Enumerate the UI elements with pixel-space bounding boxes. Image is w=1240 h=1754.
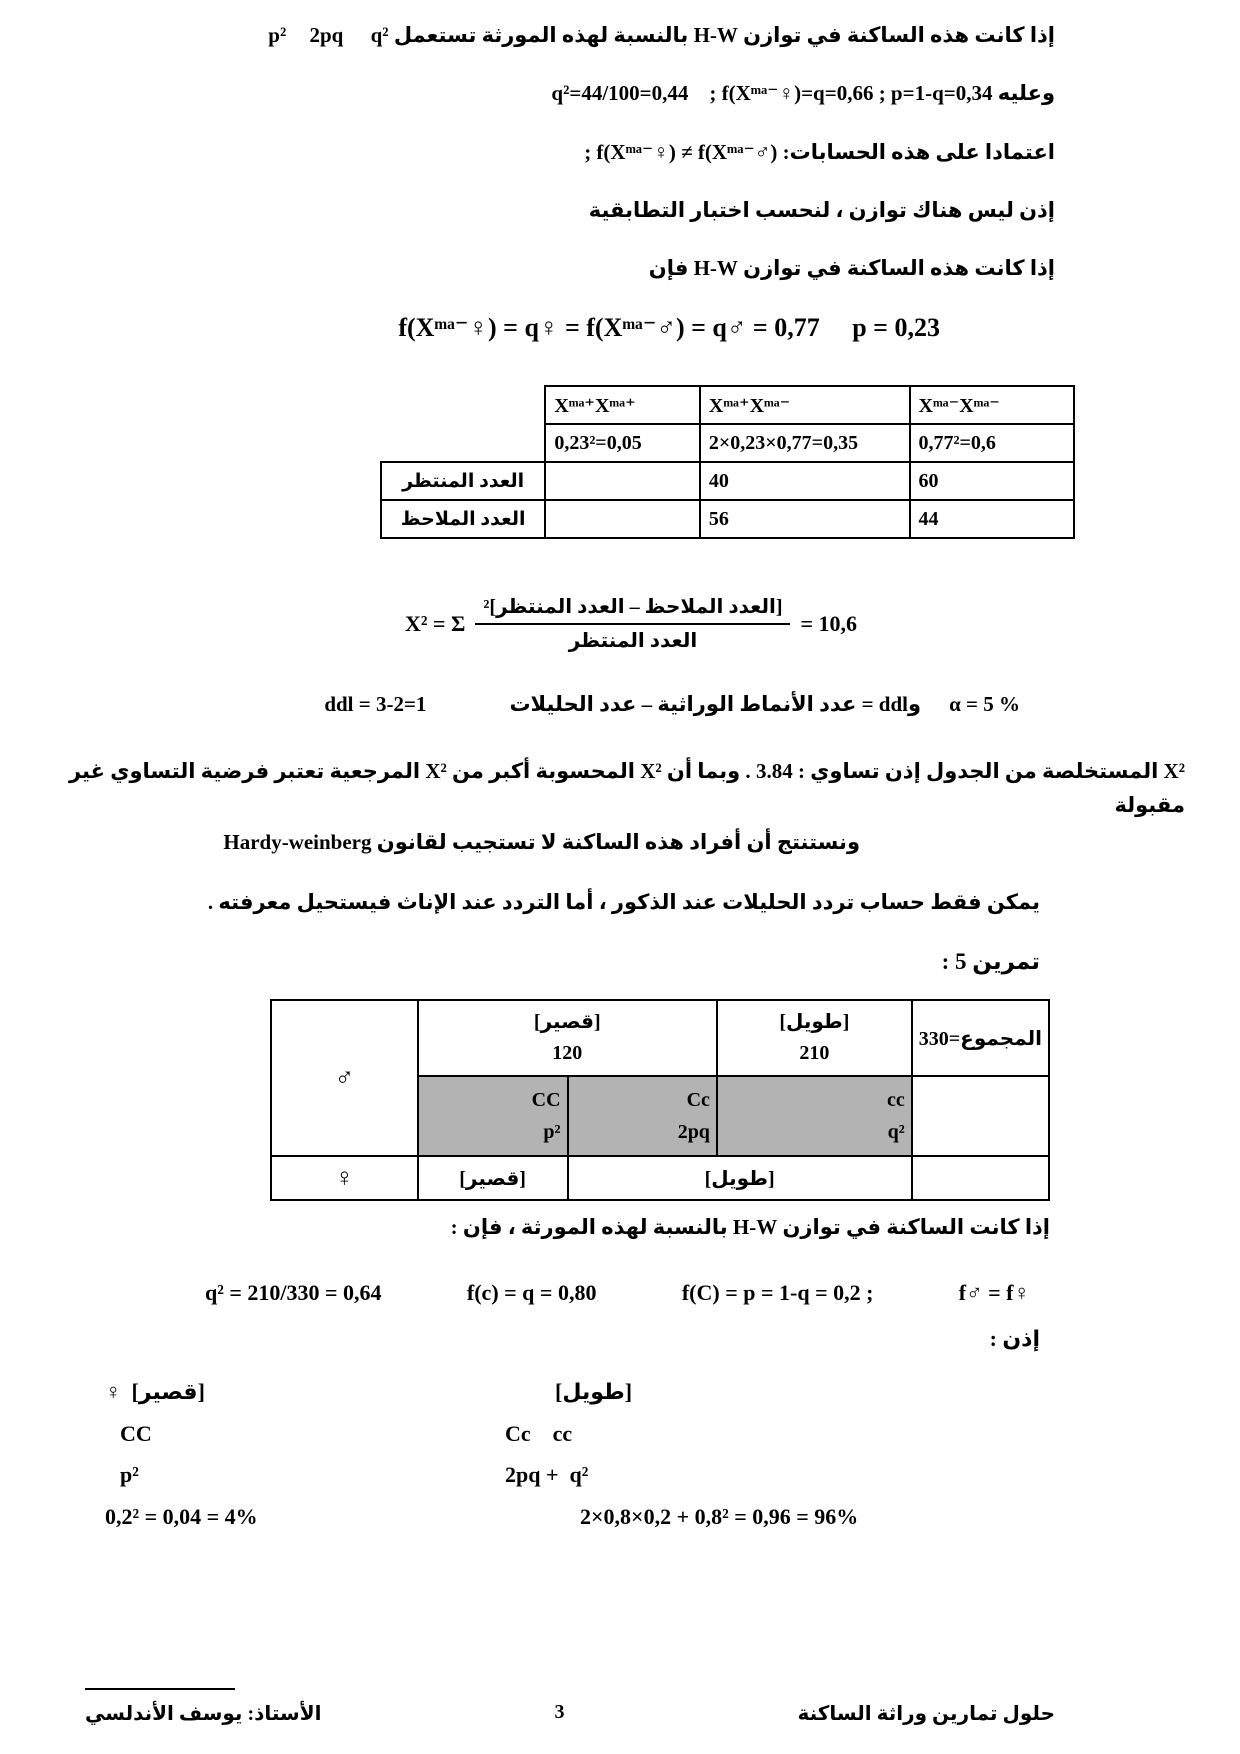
genotype-frequency-columns xyxy=(0,1378,1240,1544)
math-q2: q² xyxy=(370,23,389,47)
phenotype-label: [طويل] xyxy=(555,1379,633,1405)
footer-document-title: حلول تمارين وراثة الساكنة xyxy=(797,1703,1055,1725)
total-cell: المجموع=330 xyxy=(912,1000,1049,1076)
allele-frequency-note xyxy=(0,890,1240,915)
arabic-text: بالنسبة لهذه المورثة ، فإن : xyxy=(450,1215,728,1240)
frequency-expression: 2pq + q² xyxy=(505,1462,589,1488)
genotype-frequency: p² xyxy=(543,1121,561,1144)
female-icon: ♀ xyxy=(105,1379,122,1405)
arabic-text: إذا كانت هذه الساكنة في توازن xyxy=(743,256,1055,280)
phenotype-label: [قصير] xyxy=(533,1011,601,1034)
phenotype-label: [طويل] xyxy=(779,1011,850,1034)
footer-author: الأستاذ: يوسف الأندلسي xyxy=(85,1703,322,1725)
long-phenotype-column xyxy=(505,1378,858,1544)
value-cell: 44 xyxy=(910,500,1074,538)
page-footer xyxy=(85,1701,1055,1726)
fraction-denominator: العدد المنتظر xyxy=(568,630,698,653)
value-cell xyxy=(545,462,700,500)
arabic-text: اعتمادا على هذه الحسابات: xyxy=(782,139,1055,164)
degrees-of-freedom-line xyxy=(0,692,1240,717)
arabic-text: إذا كانت الساكنة في توازن xyxy=(782,1215,1050,1240)
long-phenotype-label: [طويل] xyxy=(568,1156,912,1200)
row-label: العدد المنتظر xyxy=(381,462,545,500)
short-phenotype-cell xyxy=(418,1000,717,1076)
inequality-formula: ; f(Xᵐᵃ⁻♀) ≠ f(Xᵐᵃ⁻♂) xyxy=(584,139,778,164)
genotype-list: Cc cc xyxy=(505,1420,573,1446)
math-p2: p² xyxy=(268,23,287,47)
row-label: العدد الملاحظ xyxy=(381,500,545,538)
chi-square-test-table xyxy=(380,385,1075,539)
chi-square-formula xyxy=(405,594,857,654)
exercise5-title xyxy=(0,949,1240,975)
arabic-text: وعليه xyxy=(997,81,1055,106)
arabic-text: بالنسبة لهذه المورثة تستعمل xyxy=(393,23,689,47)
footer-separator xyxy=(85,1688,235,1690)
empty-cell xyxy=(912,1076,1049,1156)
genotype-cell-cc xyxy=(717,1076,912,1156)
genotype-header: Xᵐᵃ⁻Xᵐᵃ⁻ xyxy=(910,386,1074,424)
intro-line-4 xyxy=(0,197,1055,223)
formula-result: = 10,6 xyxy=(800,611,858,637)
intro-line-3 xyxy=(0,139,1055,165)
conclusion-line-1 xyxy=(55,755,1185,822)
genotype-cell-CC xyxy=(418,1076,568,1156)
genotype-frequency: 2pq xyxy=(677,1121,710,1144)
female-symbol-cell: ♀ xyxy=(271,1156,418,1200)
frequency-cell: 2×0,23×0,77=0,35 xyxy=(700,424,910,462)
empty-cell xyxy=(381,424,545,462)
math-2pq: 2pq xyxy=(309,23,344,47)
frequency-calculations-row xyxy=(0,1280,1240,1306)
hw-equilibrium-label: H-W xyxy=(693,256,738,280)
male-female-equality: f♂ = f♀ xyxy=(958,1280,1030,1306)
frequency-calculation: 0,2² = 0,04 = 4% xyxy=(105,1503,258,1529)
formula-lhs: X² = Σ xyxy=(405,611,466,637)
expected-count-row xyxy=(381,462,1074,500)
frequency-equality-formula: f(Xᵐᵃ⁻♀) = q♀ = f(Xᵐᵃ⁻♂) = q♂ = 0,77 p = 0,23 xyxy=(398,313,940,343)
frequency-calculation: 2×0,8×0,2 + 0,8² = 0,96 = 96% xyxy=(580,1503,859,1529)
value-cell: 56 xyxy=(700,500,910,538)
dominant-frequency: f(C) = p = 1-q = 0,2 ; xyxy=(681,1280,874,1306)
ddl-calculation: ddl = 3-2=1 xyxy=(324,692,427,717)
intro-line-2 xyxy=(0,80,1055,106)
phenotype-count: 210 xyxy=(799,1042,830,1065)
recessive-frequency: f(c) = q = 0,80 xyxy=(466,1280,597,1306)
column-header xyxy=(105,1378,405,1407)
genotype-label: Cc xyxy=(686,1089,710,1112)
phenotype-label: [قصير] xyxy=(131,1379,205,1405)
value-cell: 40 xyxy=(700,462,910,500)
arabic-text: X² المستخلصة من الجدول إذن تساوي : 3.84 . وبما أن X² المحسوبة أكبر من X² المرجعية تعتبر فرضية التساوي غير مقبولة xyxy=(63,759,1185,817)
phenotype-count-row xyxy=(271,1000,1049,1076)
female-phenotype-row xyxy=(271,1156,1049,1200)
intro-line-1 xyxy=(0,22,1055,48)
conclusion-line-2 xyxy=(55,826,860,860)
arabic-text: يمكن فقط حساب تردد الحليلات عند الذكور ، أما التردد عند الإناث فيستحيل معرفته . xyxy=(207,890,1040,915)
title-text: تمرين 5 : xyxy=(941,949,1040,975)
value-cell xyxy=(545,500,700,538)
value-cell: 60 xyxy=(910,462,1074,500)
genotype-cell-Cc xyxy=(568,1076,717,1156)
genotype-label: cc xyxy=(887,1089,905,1112)
phenotype-count: 120 xyxy=(552,1042,583,1065)
intro-line-5 xyxy=(0,255,1055,281)
frequency-calculation: q²=44/100=0,44 ; f(Xᵐᵃ⁻♀)=q=0,66 ; p=1-q=0,34 xyxy=(551,81,993,106)
alpha-level: α = 5 % xyxy=(949,692,1020,717)
arabic-text: ونستنتج أن أفراد هذه الساكنة لا تستجيب لقانون xyxy=(376,830,860,855)
equilibrium-condition-line xyxy=(0,1215,1240,1240)
long-phenotype-cell xyxy=(717,1000,912,1076)
q-squared-calculation: q² = 210/330 = 0,64 xyxy=(205,1280,382,1306)
ddl-definition: وddl = عدد الأنماط الوراثية – عدد الحليلات xyxy=(509,692,922,717)
short-phenotype-column xyxy=(105,1378,405,1544)
genotype-header-row xyxy=(381,386,1074,424)
fraction xyxy=(475,594,790,654)
genotype-frequency: q² xyxy=(887,1121,905,1144)
frequency-expression: p² xyxy=(120,1462,139,1488)
frequency-formula-row xyxy=(381,424,1074,462)
hardy-weinberg-label: Hardy-weinberg xyxy=(223,830,372,855)
frequency-cell: 0,23²=0,05 xyxy=(545,424,700,462)
arabic-text: إذن ليس هناك توازن ، لنحسب اختبار التطابقية xyxy=(588,197,1055,222)
genotype-list: CC xyxy=(120,1420,152,1446)
phenotype-cross-table xyxy=(270,999,1050,1201)
arabic-text: إذن : xyxy=(989,1326,1040,1352)
fraction-numerator: [العدد الملاحظ – العدد المنتظر]² xyxy=(475,594,790,625)
conclusion-paragraph xyxy=(0,755,1240,860)
hw-equilibrium-label: H-W xyxy=(693,23,738,47)
short-phenotype-label: [قصير] xyxy=(418,1156,568,1200)
arabic-text: فإن xyxy=(648,256,689,280)
exercise4-solution-section xyxy=(0,0,1240,343)
page-number: 3 xyxy=(554,1701,565,1723)
observed-count-row xyxy=(381,500,1074,538)
genotype-header: Xᵐᵃ⁺Xᵐᵃ⁻ xyxy=(700,386,910,424)
hw-equilibrium-label: H-W xyxy=(732,1215,778,1240)
arabic-text: إذا كانت هذه الساكنة في توازن xyxy=(743,23,1055,47)
then-label xyxy=(0,1326,1240,1352)
genotype-header: Xᵐᵃ⁺Xᵐᵃ⁺ xyxy=(545,386,700,424)
empty-cell xyxy=(381,386,545,424)
frequency-cell: 0,77²=0,6 xyxy=(910,424,1074,462)
empty-cell xyxy=(912,1156,1049,1200)
male-symbol-cell: ♂ xyxy=(271,1000,418,1156)
genotype-label: CC xyxy=(531,1089,561,1112)
